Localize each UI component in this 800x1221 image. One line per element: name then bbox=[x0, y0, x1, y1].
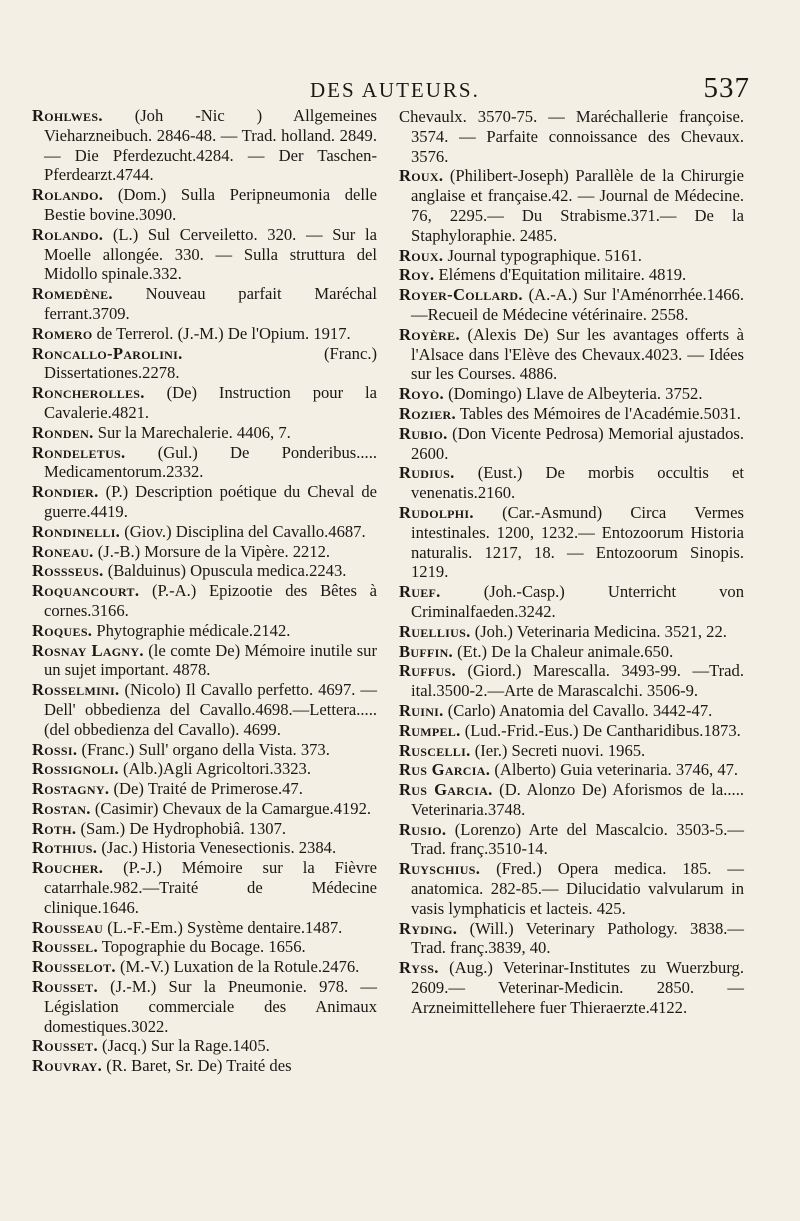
author-name: Ronden. bbox=[32, 422, 94, 442]
entry-text: (Joh.-Casp.) Unterricht von Criminalfaeden.3242. bbox=[411, 582, 744, 621]
author-name: Ryss. bbox=[399, 958, 439, 978]
entry-text: (P.) Description poétique du Cheval de guerre.4419. bbox=[44, 482, 377, 521]
author-name: Roucher. bbox=[32, 858, 104, 878]
entry-text: (Aug.) Veterinar-Institutes zu Wuerzburg. 2609.— Veterinar-Medicin. 2850. — Arzneimittellehere fuer Thieraerzte.4122. bbox=[411, 958, 744, 1017]
author-name: Roth. bbox=[32, 818, 77, 838]
author-name: Ruyschius. bbox=[399, 859, 481, 879]
author-name: Rohlwes. bbox=[32, 106, 103, 125]
author-name: Roussel. bbox=[32, 937, 98, 957]
index-entry bbox=[399, 859, 744, 918]
entry-text: (Ier.) Secreti nuovi. 1965. bbox=[474, 740, 646, 760]
author-name: Royo. bbox=[399, 384, 444, 404]
index-entry bbox=[399, 741, 744, 761]
index-entry bbox=[399, 404, 744, 424]
entry-text: (Domingo) Llave de Albeyteria. 3752. bbox=[448, 384, 703, 404]
author-name: Rondeletus. bbox=[32, 442, 126, 462]
entry-text: (Jacq.) Sur la Rage.1405. bbox=[102, 1036, 270, 1056]
entry-text: (Fred.) Opera medica. 185. — anatomica. 282-85.— Dilucidatio valvularum in vasis lymphaticis et lacteis. 425. bbox=[411, 859, 744, 918]
entry-text: (D. Alonzo De) Aforismos de la..... Veterinaria.3748. bbox=[411, 780, 745, 819]
index-entry bbox=[399, 958, 744, 1017]
author-name: Rondinelli. bbox=[32, 521, 121, 541]
entry-text: (R. Baret, Sr. De) Traité des bbox=[106, 1056, 292, 1076]
index-entry bbox=[32, 185, 377, 225]
entry-text: (P.-A.) Epizootie des Bêtes à cornes.3166. bbox=[44, 581, 377, 620]
entry-text: Topographie du Bocage. 1656. bbox=[101, 937, 306, 957]
index-entry bbox=[399, 246, 744, 266]
author-name: Rousseau bbox=[32, 917, 104, 937]
index-entry bbox=[399, 919, 744, 959]
author-name: Rouvray. bbox=[32, 1056, 103, 1076]
index-entry bbox=[32, 344, 377, 384]
entry-text: (Alb.)Agli Agricoltori.3323. bbox=[122, 759, 311, 779]
author-name: Rondier. bbox=[32, 482, 99, 502]
page-number: 537 bbox=[703, 72, 750, 104]
index-entry bbox=[32, 740, 377, 760]
author-name: Roux. bbox=[399, 245, 444, 265]
author-name: Roy. bbox=[399, 265, 435, 285]
index-entry bbox=[32, 1036, 377, 1056]
index-entry bbox=[399, 424, 744, 464]
author-name: Rousselot. bbox=[32, 957, 116, 977]
entry-text: (De) Traité de Primerose.47. bbox=[113, 779, 303, 799]
author-name: Rothius. bbox=[32, 838, 98, 858]
index-entry bbox=[32, 522, 377, 542]
entry-text: Chevaulx. 3570-75. — Maréchallerie françoise. 3574. — Parfaite connoissance des Chevaux. 3576. bbox=[399, 107, 744, 166]
entry-text: (A.-A.) Sur l'Aménorrhée.1466.—Recueil de Médecine vétérinaire. 2558. bbox=[411, 285, 744, 324]
entry-text: (Alexis De) Sur les avantages offerts à l'Alsace dans l'Elève des Chevaux.4023. — Idées sur les Courses. 4886. bbox=[411, 324, 745, 384]
author-name: Ruscelli. bbox=[399, 740, 471, 760]
index-entry bbox=[32, 641, 377, 681]
index-entry bbox=[32, 680, 377, 739]
author-name: Ruellius. bbox=[399, 621, 471, 641]
index-entry bbox=[399, 760, 744, 780]
index-entry bbox=[32, 838, 377, 858]
author-name: Rolando. bbox=[32, 185, 104, 205]
index-entry bbox=[399, 325, 744, 384]
entry-text: (M.-V.) Luxation de la Rotule.2476. bbox=[119, 957, 360, 977]
entry-text: (Eust.) De morbis occultis et venenatis.2160. bbox=[411, 463, 744, 503]
entry-text: (Carlo) Anatomia del Cavallo. 3442-47. bbox=[447, 700, 713, 720]
entry-text: (Alberto) Guia veterinaria. 3746, 47. bbox=[494, 760, 739, 780]
author-name: Rosselmini. bbox=[32, 680, 120, 700]
author-name: Rusio. bbox=[399, 819, 447, 839]
index-entry bbox=[399, 820, 744, 860]
author-name: Rubio. bbox=[399, 423, 448, 443]
index-entry bbox=[32, 561, 377, 581]
entry-text: (Will.) Veterinary Pathology. 3838.—Trad. franç.3839, 40. bbox=[411, 918, 744, 958]
author-name: Rudolphi. bbox=[399, 502, 474, 522]
left-column bbox=[32, 106, 377, 1076]
entry-text: (Joh.) Veterinaria Medicina. 3521, 22. bbox=[474, 621, 727, 641]
author-name: Royère. bbox=[399, 324, 460, 344]
entry-text: de Terrerol. (J.-M.) De l'Opium. 1917. bbox=[96, 323, 351, 343]
entry-text: (Lud.-Frid.-Eus.) De Cantharidibus.1873. bbox=[464, 720, 741, 740]
author-name: Romero bbox=[32, 323, 93, 343]
author-name: Rousset. bbox=[32, 1036, 98, 1056]
entry-text: (Nicolo) Il Cavallo perfetto. 4697. — Dell' obbedienza del Cavallo.4698.—Lettera..... (del obbedienza del Cavallo). 4699. bbox=[44, 680, 377, 739]
author-name: Buffin. bbox=[399, 641, 453, 661]
entry-text: (Gul.) De Ponderibus..... Medicamentorum.2332. bbox=[44, 442, 377, 482]
index-entry bbox=[32, 324, 377, 344]
index-entry bbox=[32, 759, 377, 779]
index-entry bbox=[399, 463, 744, 503]
index-entry bbox=[32, 581, 377, 621]
author-name: Roux. bbox=[399, 166, 444, 186]
right-column bbox=[399, 107, 744, 1018]
entry-text: (L.-F.-Em.) Système dentaire.1487. bbox=[107, 917, 343, 937]
entry-text: (Giov.) Disciplina del Cavallo.4687. bbox=[124, 521, 366, 541]
author-name: Rozier. bbox=[399, 403, 456, 423]
index-entry bbox=[32, 1056, 377, 1076]
index-entry bbox=[32, 423, 377, 443]
index-entry bbox=[399, 265, 744, 285]
index-entry bbox=[399, 622, 744, 642]
entry-text: Journal typographique. 5161. bbox=[447, 245, 642, 265]
entry-text: (Giord.) Marescalla. 3493-99. —Trad. ital.3500-2.—Arte de Marascalchi. 3506-9. bbox=[411, 661, 744, 701]
entry-text: Elémens d'Equitation militaire. 4819. bbox=[438, 265, 687, 285]
index-entry bbox=[399, 701, 744, 721]
entry-text: (Franc.) Dissertationes.2278. bbox=[44, 343, 377, 383]
entry-text: (Balduinus) Opuscula medica.2243. bbox=[107, 561, 347, 581]
index-entry bbox=[32, 779, 377, 799]
index-entry bbox=[399, 166, 744, 245]
author-name: Ruffus. bbox=[399, 661, 456, 681]
entry-text: (De) Instruction pour la Cavalerie.4821. bbox=[44, 383, 377, 422]
index-entry bbox=[32, 542, 377, 562]
index-entry bbox=[32, 443, 377, 483]
author-name: Roques. bbox=[32, 620, 93, 640]
author-name: Rosnay Lagny. bbox=[32, 640, 144, 660]
entry-text: (Jac.) Historia Venesectionis. 2384. bbox=[101, 838, 337, 858]
entry-text: (Philibert-Joseph) Parallèle de la Chirurgie anglaise et française.42. — Journal de Médecine. 76, 2295.— Du Strabisme.371.— De la Staphyloraphie. 2485. bbox=[411, 166, 744, 245]
author-name: Rolando. bbox=[32, 224, 104, 244]
author-name: Rossseus. bbox=[32, 561, 104, 581]
entry-text: (Lorenzo) Arte del Mascalcio. 3503-5.—Trad. franç.3510-14. bbox=[411, 819, 744, 859]
index-entry bbox=[399, 780, 744, 820]
author-name: Rostan. bbox=[32, 798, 91, 818]
entry-text: (L.) Sul Cerveiletto. 320. — Sur la Moelle allongée. 330. — Sulla struttura del Midollo spinale.332. bbox=[44, 224, 377, 284]
author-name: Roquancourt. bbox=[32, 581, 140, 601]
entry-text: (Sam.) De Hydrophobiâ. 1307. bbox=[80, 818, 287, 838]
running-title: DES AUTEURS. bbox=[310, 78, 480, 102]
index-entry bbox=[32, 858, 377, 917]
entry-text: Phytographie médicale.2142. bbox=[96, 620, 291, 640]
index-entry bbox=[399, 721, 744, 741]
entry-text: (Casimir) Chevaux de la Camargue.4192. bbox=[94, 798, 372, 818]
author-name: Romedène. bbox=[32, 284, 113, 304]
index-entry bbox=[32, 819, 377, 839]
index-entry bbox=[399, 285, 744, 325]
entry-text: Nouveau parfait Maréchal ferrant.3709. bbox=[44, 284, 377, 323]
entry-text: Tables des Mémoires de l'Académie.5031. bbox=[459, 403, 741, 423]
index-entry bbox=[32, 383, 377, 423]
index-entry bbox=[32, 937, 377, 957]
index-entry bbox=[32, 482, 377, 522]
author-name: Rossignoli. bbox=[32, 759, 119, 779]
author-name: Roncallo-Parolini. bbox=[32, 343, 183, 363]
author-name: Ruini. bbox=[399, 700, 444, 720]
entry-text: (P.-J.) Mémoire sur la Fièvre catarrhale.982.—Traité de Médecine clinique.1646. bbox=[44, 858, 377, 917]
author-name: Rossi. bbox=[32, 739, 78, 759]
index-entry bbox=[32, 977, 377, 1036]
entry-text: (le comte De) Mémoire inutile sur un sujet important. 4878. bbox=[44, 640, 377, 680]
index-entry bbox=[32, 918, 377, 938]
entry-text: Sur la Marechalerie. 4406, 7. bbox=[97, 422, 291, 442]
entry-text: (Dom.) Sulla Peripneumonia delle Bestie bovine.3090. bbox=[44, 185, 378, 224]
index-entry bbox=[399, 582, 744, 622]
author-name: Rudius. bbox=[399, 463, 455, 483]
index-entry bbox=[399, 384, 744, 404]
author-name: Roneau. bbox=[32, 541, 94, 561]
entry-text: (J.-B.) Morsure de la Vipère. 2212. bbox=[97, 541, 331, 561]
author-name: Roncherolles. bbox=[32, 383, 145, 403]
index-entry bbox=[32, 106, 377, 185]
index-entry bbox=[32, 799, 377, 819]
author-name: Rumpel. bbox=[399, 720, 461, 740]
author-name: Rus Garcia. bbox=[399, 760, 491, 780]
entry-text: (Franc.) Sull' organo della Vista. 373. bbox=[81, 739, 330, 759]
entry-text: (Don Vicente Pedrosa) Memorial ajustados. 2600. bbox=[411, 423, 744, 463]
entry-text: (Car.-Asmund) Circa Vermes intestinales. 1200, 1232.— Entozoorum Historia naturalis. 1217, 18. — Entozoorum Sinopis. 1219. bbox=[411, 502, 744, 582]
author-name: Ruef. bbox=[399, 582, 441, 602]
entry-text: (J.-M.) Sur la Pneumonie. 978. — Législation commerciale des Animaux domestiques.3022. bbox=[44, 977, 377, 1036]
author-name: Royer-Collard. bbox=[399, 285, 523, 305]
index-entry bbox=[399, 503, 744, 582]
author-name: Rousset. bbox=[32, 977, 98, 997]
author-name: Ryding. bbox=[399, 918, 458, 938]
index-entry bbox=[32, 621, 377, 641]
entry-text: (Et.) De la Chaleur animale.650. bbox=[457, 641, 674, 661]
index-entry bbox=[32, 284, 377, 324]
author-name: Rostagny. bbox=[32, 779, 110, 799]
index-entry bbox=[399, 642, 744, 662]
entry-text: (Joh -Nic ) Allgemeines Vieharzneibuch. 2846-48. — Trad. holland. 2849. — Die Pferdezucht.4284. — Der Taschen-Pferdearzt.4744. bbox=[44, 106, 377, 185]
index-entry bbox=[399, 107, 744, 166]
index-entry bbox=[32, 225, 377, 284]
index-entry bbox=[32, 957, 377, 977]
author-name: Rus Garcia. bbox=[399, 780, 493, 800]
index-entry bbox=[399, 661, 744, 701]
